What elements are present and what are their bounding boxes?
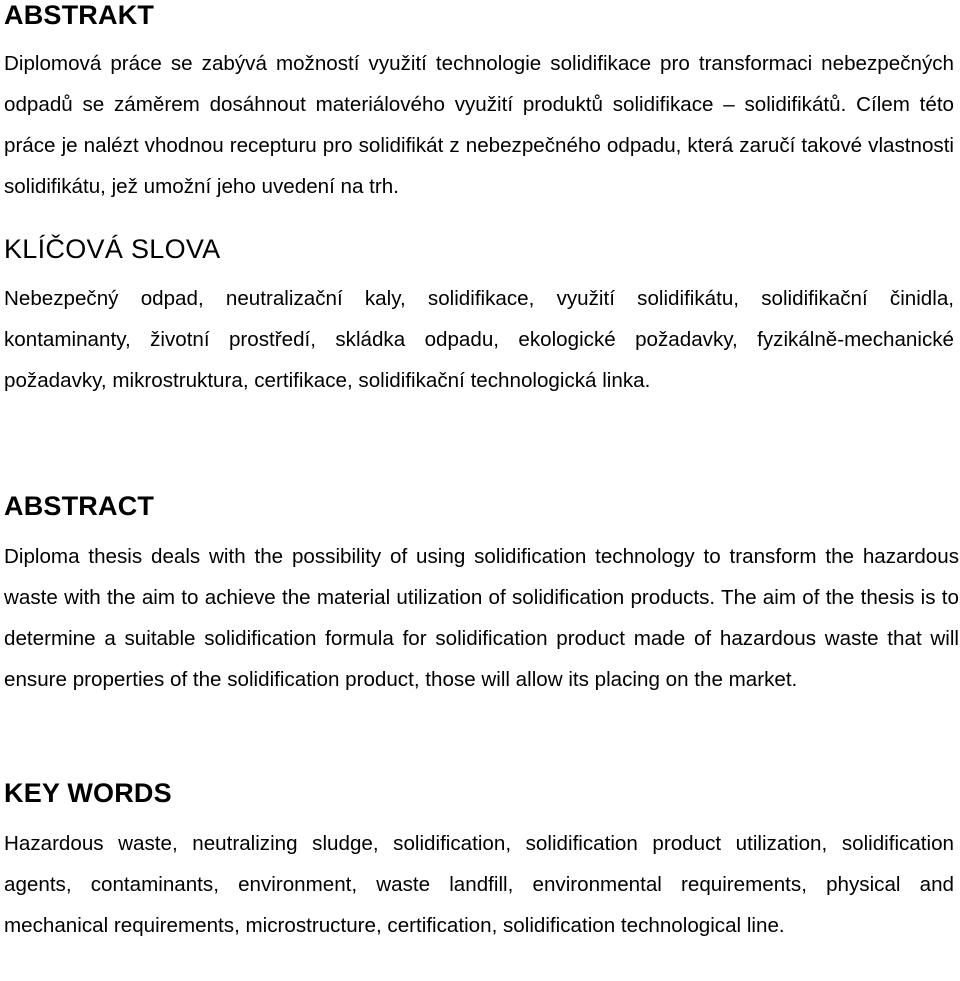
abstract-paragraph: Diploma thesis deals with the possibility of using solidification technology to transform the hazardous waste with the aim to achieve the material utilization of solidification products. The aim of the thesis is to determine a suitable solidification formula for solidification product made of hazardous waste that will ensure properties of the solidification product, those will allow its placing on the market.: [4, 545, 959, 691]
abstrakt-heading: ABSTRAKT: [4, 0, 155, 30]
key-words-heading: KEY WORDS: [4, 778, 172, 808]
abstract-heading: ABSTRACT: [4, 491, 155, 521]
klicova-slova-heading: KLÍČOVÁ SLOVA: [4, 234, 221, 264]
klicova-slova-paragraph: Nebezpečný odpad, neutralizační kaly, solidifikace, využití solidifikátu, solidifikační činidla, kontaminanty, životní prostředí, skládka odpadu, ekologické požadavky, fyzikálně-mechanické požadavky, mikrostruktura, certifikace, solidifikační technologická linka.: [4, 287, 954, 392]
abstrakt-paragraph: Diplomová práce se zabývá možností využití technologie solidifikace pro transformaci nebezpečných odpadů se záměrem dosáhnout materiálového využití produktů solidifikace – solidifikátů. Cílem této práce je nalézt vhodnou recepturu pro solidifikát z nebezpečného odpadu, která zaručí takové vlastnosti solidifikátu, jež umožní jeho uvedení na trh.: [4, 52, 954, 198]
key-words-paragraph: Hazardous waste, neutralizing sludge, solidification, solidification product utilization, solidification agents, contaminants, environment, waste landfill, environmental requirements, physical and mechanical requirements, microstructure, certification, solidification technological line.: [4, 832, 954, 937]
